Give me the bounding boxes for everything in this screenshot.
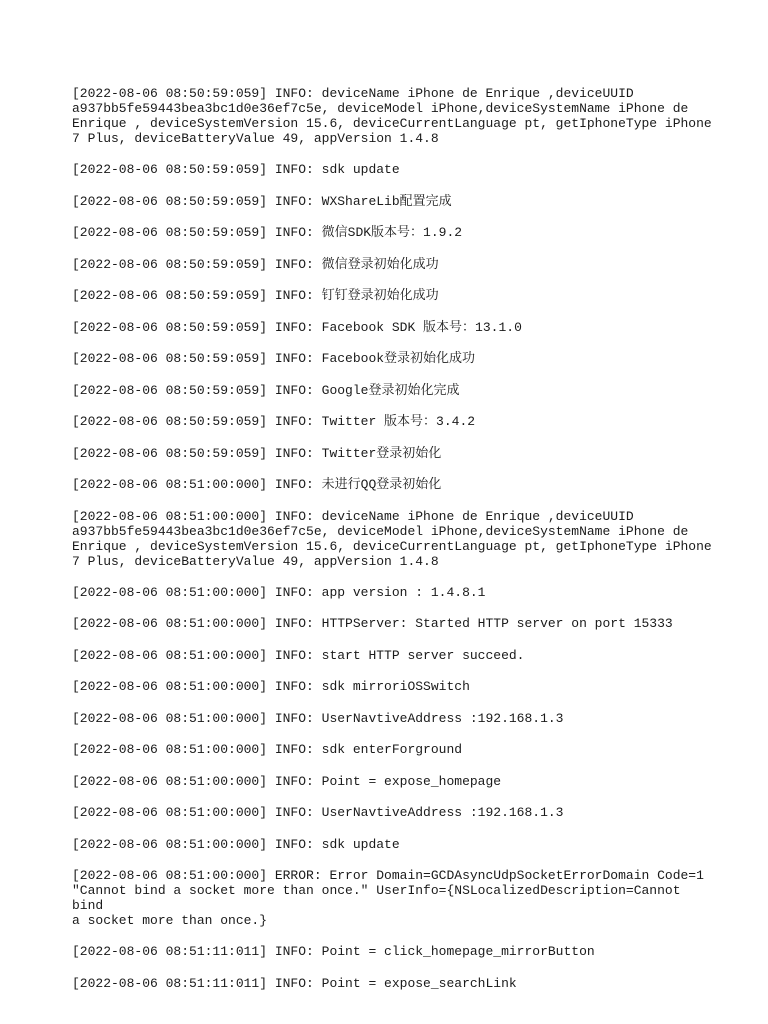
log-entry-error: [2022-08-06 08:51:00:000] ERROR: Error Domain=GCDAsyncUdpSocketErrorDomain Code=1 "Cannot bind a socket more than once." UserInfo={NSLocalizedDescription=Cannot bind a socket more than once.} <box>72 868 704 928</box>
log-entry: [2022-08-06 08:50:59:059] INFO: deviceName iPhone de Enrique ,deviceUUID a937bb5fe59443bea3bc1d0e36ef7c5e, deviceModel iPhone,deviceSystemName iPhone de Enrique , deviceSystemVersion 15.6, deviceCurrentLanguage pt, getIphoneType iPhone 7 Plus, deviceBatteryValue 49, appVersion 1.4.8 <box>72 86 712 146</box>
log-entry: [2022-08-06 08:51:00:000] INFO: UserNavtiveAddress :192.168.1.3 <box>72 805 564 820</box>
log-entry: [2022-08-06 08:50:59:059] INFO: Twitter登录初始化 <box>72 445 442 461</box>
log-entry: [2022-08-06 08:51:11:011] INFO: Point = click_homepage_mirrorButton <box>72 944 595 959</box>
log-entry: [2022-08-06 08:51:00:000] INFO: HTTPServer: Started HTTP server on port 15333 <box>72 616 673 631</box>
log-entry: [2022-08-06 08:50:59:059] INFO: Facebook登录初始化成功 <box>72 351 476 366</box>
log-entry: [2022-08-06 08:50:59:059] INFO: 微信SDK版本号：1.9.2 <box>72 225 463 240</box>
log-entry: [2022-08-06 08:51:00:000] INFO: deviceName iPhone de Enrique ,deviceUUID a937bb5fe59443bea3bc1d0e36ef7c5e, deviceModel iPhone,deviceSystemName iPhone de Enrique , deviceSystemVersion 15.6, deviceCurrentLanguage pt, getIphoneType iPhone 7 Plus, deviceBatteryValue 49, appVersion 1.4.8 <box>72 508 712 569</box>
log-entry: [2022-08-06 08:51:00:000] INFO: sdk mirroriOSSwitch <box>72 679 470 694</box>
log-entry: [2022-08-06 08:50:59:059] INFO: Google登录初始化完成 <box>72 382 460 398</box>
log-entry: [2022-08-06 08:51:00:000] INFO: app version : 1.4.8.1 <box>72 584 486 600</box>
log-entry: [2022-08-06 08:50:59:059] INFO: 微信登录初始化成功 <box>72 256 439 272</box>
log-entry: [2022-08-06 08:51:00:000] INFO: sdk update <box>72 836 400 852</box>
log-entry: [2022-08-06 08:50:59:059] INFO: WXShareLib配置完成 <box>72 193 452 209</box>
log-entry: [2022-08-06 08:50:59:059] INFO: sdk update <box>72 162 400 177</box>
log-entry: [2022-08-06 08:51:00:000] INFO: 未进行QQ登录初始化 <box>72 477 442 492</box>
log-entry: [2022-08-06 08:50:59:059] INFO: 钉钉登录初始化成功 <box>72 288 439 303</box>
log-entry: [2022-08-06 08:51:00:000] INFO: UserNavtiveAddress :192.168.1.3 <box>72 710 564 726</box>
log-entry: [2022-08-06 08:51:00:000] INFO: start HTTP server succeed. <box>72 647 525 663</box>
log-entry: [2022-08-06 08:51:00:000] INFO: sdk enterForground <box>72 742 463 757</box>
log-entry: [2022-08-06 08:51:00:000] INFO: Point = expose_homepage <box>72 773 502 789</box>
log-entry: [2022-08-06 08:50:59:059] INFO: Twitter 版本号：3.4.2 <box>72 414 476 429</box>
log-entry: [2022-08-06 08:50:59:059] INFO: Facebook SDK 版本号：13.1.0 <box>72 319 522 335</box>
log-entry: [2022-08-06 08:51:11:011] INFO: Point = expose_searchLink <box>72 975 517 991</box>
log-body <box>72 86 712 1007</box>
